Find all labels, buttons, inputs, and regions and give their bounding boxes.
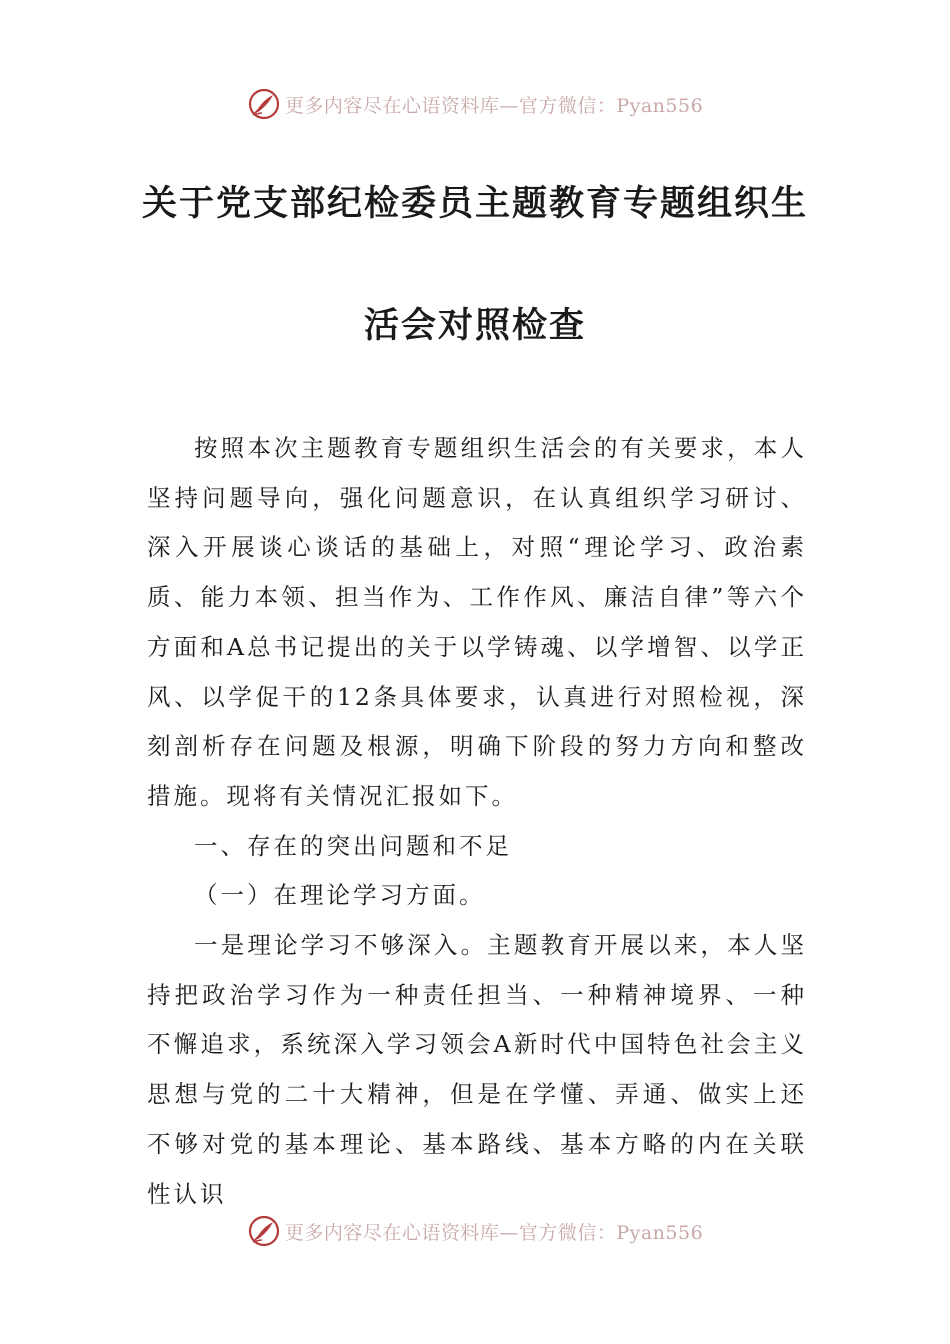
document-title-line-2: 活会对照检查	[363, 305, 586, 346]
subsection-heading: （一）在理论学习方面。	[194, 881, 486, 910]
body-paragraph: 一是理论学习不够深入。主题教育开展以来，本人坚持把政治学习作为一种责任担当、一种精神境界、一种不懈追求，系统深入学习领会A新时代中国特色社会主义思想与党的二十大精神，但是在学懂、弄通、做实上还不够对党的基本理论、基本路线、基本方略的内在关联性认识	[147, 931, 807, 1208]
watermark-banner-bottom	[0, 1211, 950, 1251]
watermark-text: 更多内容尽在心语资料库—官方微信：Pyan556	[284, 94, 704, 117]
document-body	[147, 424, 807, 1219]
intro-paragraph: 按照本次主题教育专题组织生活会的有关要求，本人坚持问题导向，强化问题意识，在认真组织学习研讨、深入开展谈心谈话的基础上，对照“理论学习、政治素质、能力本领、担当作为、工作作风、廉洁自律”等六个方面和A总书记提出的关于以学铸魂、以学增智、以学正风、以学促干的12条具体要求，认真进行对照检视，深刻剖析存在问题及根源，明确下阶段的努力方向和整改措施。现将有关情况汇报如下。	[147, 434, 807, 810]
watermark-banner-top	[0, 84, 950, 124]
quill-logo-icon	[247, 1214, 281, 1248]
quill-logo-icon	[247, 87, 281, 121]
document-title-line-1: 关于党支部纪检委员主题教育专题组织生	[141, 183, 808, 224]
section-heading: 一、存在的突出问题和不足	[194, 831, 512, 860]
watermark-text: 更多内容尽在心语资料库—官方微信：Pyan556	[284, 1221, 704, 1244]
